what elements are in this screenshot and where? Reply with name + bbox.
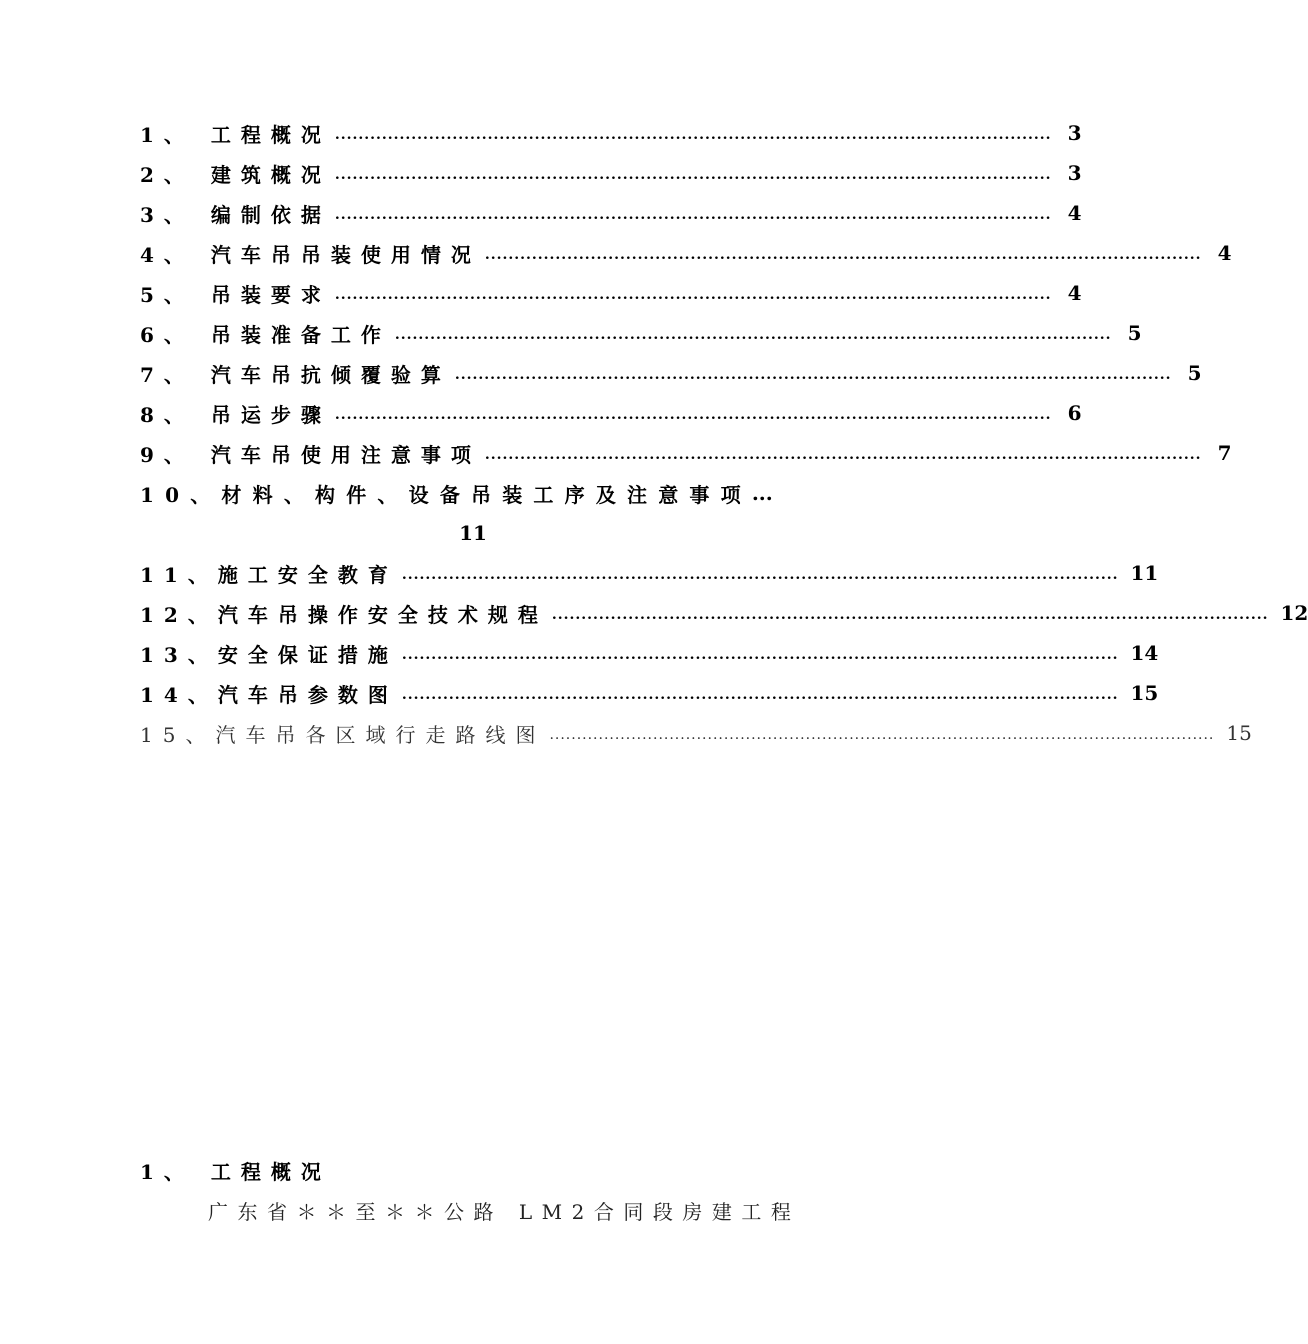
toc-entry-page-wrapped: 11 xyxy=(459,521,487,545)
toc-entry[interactable] xyxy=(140,153,1082,193)
toc-entry-title: 10、材料、构件、设备吊装工序及注意事项 xyxy=(140,482,752,507)
section-heading: 1、 工程概况 xyxy=(140,1160,331,1184)
toc-entry-page: 3 xyxy=(1067,121,1082,145)
toc-leader-dots: .......................................................................................................................... xyxy=(484,447,1202,463)
toc-leader-dots: .......................................................................................................................... xyxy=(334,167,1052,183)
toc-entry-title: 9、 汽车吊使用注意事项 xyxy=(140,442,481,467)
toc-entry[interactable] xyxy=(140,353,1202,393)
toc-leader-dots: .......................................................................................................................... xyxy=(334,407,1052,423)
toc-entry-title: 6、 吊装准备工作 xyxy=(140,322,391,347)
toc-entry-title: 12、汽车吊操作安全技术规程 xyxy=(140,602,548,627)
toc-entry[interactable] xyxy=(140,193,1082,233)
toc-entry-title: 5、 吊装要求 xyxy=(140,282,331,307)
toc-entry-title: 3、 编制依据 xyxy=(140,202,331,227)
toc-leader-dots: .......................................................................................................................... xyxy=(334,127,1052,143)
toc-entry-page: 15 xyxy=(1226,721,1252,745)
toc-entry-title: 8、 吊运步骤 xyxy=(140,402,331,427)
toc-leader-dots: .......................................................................................................................... xyxy=(401,647,1119,663)
section-body-text: 广东省＊＊至＊＊公路 LM2合同段房建工程 xyxy=(208,1200,801,1224)
toc-entry[interactable] xyxy=(140,393,1082,433)
toc-entry-page: 6 xyxy=(1067,401,1082,425)
toc-entry-title: 15、汽车吊各区域行走路线图 xyxy=(140,722,546,747)
toc-entry-page: 4 xyxy=(1067,201,1082,225)
toc-entry-page: 12 xyxy=(1280,601,1308,625)
toc-leader-dots: .......................................................................................................................... xyxy=(484,247,1202,263)
toc-entry[interactable] xyxy=(140,313,1142,353)
toc-entry[interactable] xyxy=(140,633,1159,673)
toc-entry[interactable] xyxy=(140,713,1252,753)
toc-entry-page: 4 xyxy=(1217,241,1232,265)
toc-entry-page: 5 xyxy=(1187,361,1202,385)
toc-entry-page: 14 xyxy=(1130,641,1159,665)
toc-entry[interactable] xyxy=(140,233,1232,273)
toc-leader-dots: .......................................................................................................................... xyxy=(401,567,1119,583)
toc-entry-page: 15 xyxy=(1130,681,1159,705)
toc-entry[interactable] xyxy=(140,433,1232,473)
toc-entry-page: 3 xyxy=(1067,161,1082,185)
toc-leader-dots: .......................................................................................................................... xyxy=(334,207,1052,223)
toc-leader-dots: .......................................................................................................................... xyxy=(401,687,1119,703)
toc-entry-title: 1、 工程概况 xyxy=(140,122,331,147)
toc-entry-page: 5 xyxy=(1127,321,1142,345)
toc-leader-dots: .......................................................................................................................... xyxy=(551,607,1269,623)
toc-entry-page: 7 xyxy=(1217,441,1232,465)
toc-entry[interactable] xyxy=(140,673,1159,713)
toc-entry[interactable] xyxy=(140,273,1082,313)
toc-entry[interactable] xyxy=(140,113,1082,153)
toc-entry-page: 4 xyxy=(1067,281,1082,305)
toc-entry-title: 7、 汽车吊抗倾覆验算 xyxy=(140,362,451,387)
toc-leader-dots: .......................................................................................................................... xyxy=(454,367,1172,383)
toc-entry[interactable] xyxy=(140,473,806,513)
toc-entry-title: 2、 建筑概况 xyxy=(140,162,331,187)
toc-entry-title: 13、安全保证措施 xyxy=(140,642,398,667)
toc-entry-title: 4、 汽车吊吊装使用情况 xyxy=(140,242,481,267)
toc-entry-title: 14、汽车吊参数图 xyxy=(140,682,398,707)
toc-entry-title: 11、施工安全教育 xyxy=(140,562,398,587)
toc-entry-ellipsis: ... xyxy=(751,481,773,505)
toc-leader-dots: .......................................................................................................................... xyxy=(334,287,1052,303)
toc-entry[interactable] xyxy=(140,593,1308,633)
toc-entry[interactable] xyxy=(140,553,1159,593)
toc-leader-dots: .......................................................................................................................... xyxy=(549,727,1215,743)
toc-entry-page: 11 xyxy=(1130,561,1159,585)
table-of-contents xyxy=(140,113,1308,753)
toc-leader-dots: .......................................................................................................................... xyxy=(394,327,1112,343)
